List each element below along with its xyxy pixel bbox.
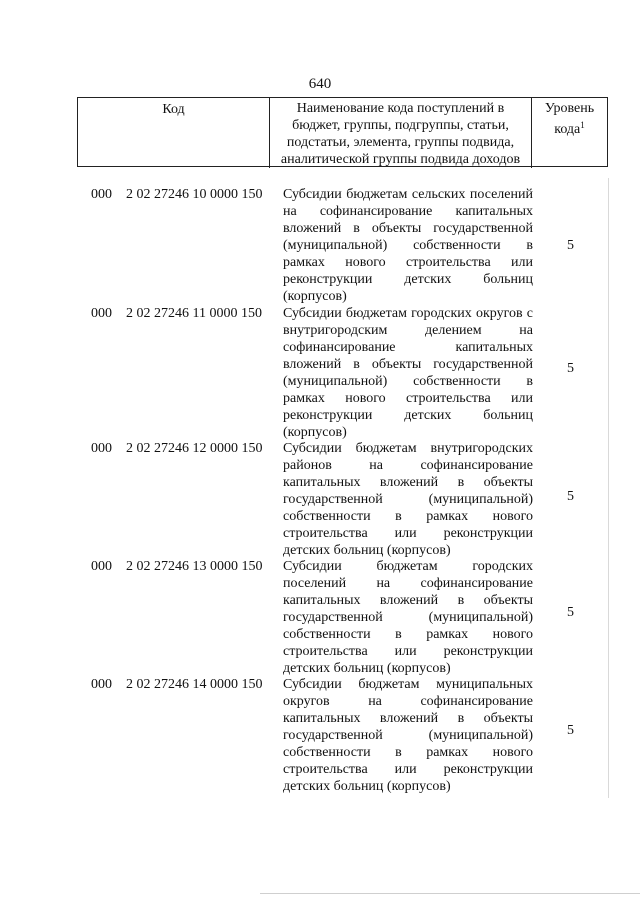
- header-level-label: Уровень кода: [544, 101, 595, 137]
- entry-name: Субсидии бюджетам городских поселений на софинансирование капитальных вложений в объекты государственной (муниципальной) собственности в рамках нового строительства или реконструкции детских больниц (корпусов): [283, 559, 533, 676]
- entry-level: 5: [567, 238, 574, 253]
- entry-code: 2 02 27246 14 0000 150: [126, 677, 263, 692]
- entry-name: Субсидии бюджетам сельских поселений на софинансирование капитальных вложений в объекты государственной (муниципальной) собственности в рамках нового строительства или реконструкции детских больниц (корпусов): [283, 187, 533, 304]
- entry-prefix: 000: [91, 187, 112, 202]
- header-level-footnote: 1: [580, 120, 585, 130]
- entry-name: Субсидии бюджетам городских округов с внутригородским делением на софинансирование капитальных вложений в объекты государственной (муниципальной) собственности в рамках нового строительства или реконструкции детских больниц (корпусов): [283, 306, 533, 440]
- table-header: [77, 97, 608, 167]
- entry-prefix: 000: [91, 677, 112, 692]
- header-name: Наименование кода поступлений в бюджет, группы, подгруппы, статьи, подстатьи, элемента, группы подвида, аналитической группы подвида доходов: [270, 98, 532, 168]
- table-row: [77, 186, 608, 304]
- table-row: [77, 676, 608, 794]
- entry-level: 5: [567, 361, 574, 376]
- entry-prefix: 000: [91, 306, 112, 321]
- entry-code: 2 02 27246 12 0000 150: [126, 441, 263, 456]
- table-row: [77, 440, 608, 558]
- header-level: [532, 98, 607, 168]
- bottom-scan-edge: [260, 893, 640, 894]
- entry-name: Субсидии бюджетам муниципальных округов на софинансирование капитальных вложений в объекты государственной (муниципальной) собственности в рамках нового строительства или реконструкции детских больниц (корпусов): [283, 677, 533, 794]
- header-code: Код: [78, 98, 270, 168]
- right-margin-line: [608, 178, 609, 798]
- entry-level: 5: [567, 605, 574, 620]
- entry-level: 5: [567, 489, 574, 504]
- entry-prefix: 000: [91, 441, 112, 456]
- entry-code: 2 02 27246 11 0000 150: [126, 306, 262, 321]
- entry-code: 2 02 27246 10 0000 150: [126, 187, 263, 202]
- table-row: [77, 558, 608, 676]
- entry-name: Субсидии бюджетам внутригородских районов на софинансирование капитальных вложений в объекты государственной (муниципальной) собственности в рамках нового строительства или реконструкции детских больниц (корпусов): [283, 441, 533, 558]
- table-row: [77, 305, 608, 440]
- page-number: 640: [308, 76, 332, 92]
- entry-code: 2 02 27246 13 0000 150: [126, 559, 263, 574]
- entry-prefix: 000: [91, 559, 112, 574]
- entry-level: 5: [567, 723, 574, 738]
